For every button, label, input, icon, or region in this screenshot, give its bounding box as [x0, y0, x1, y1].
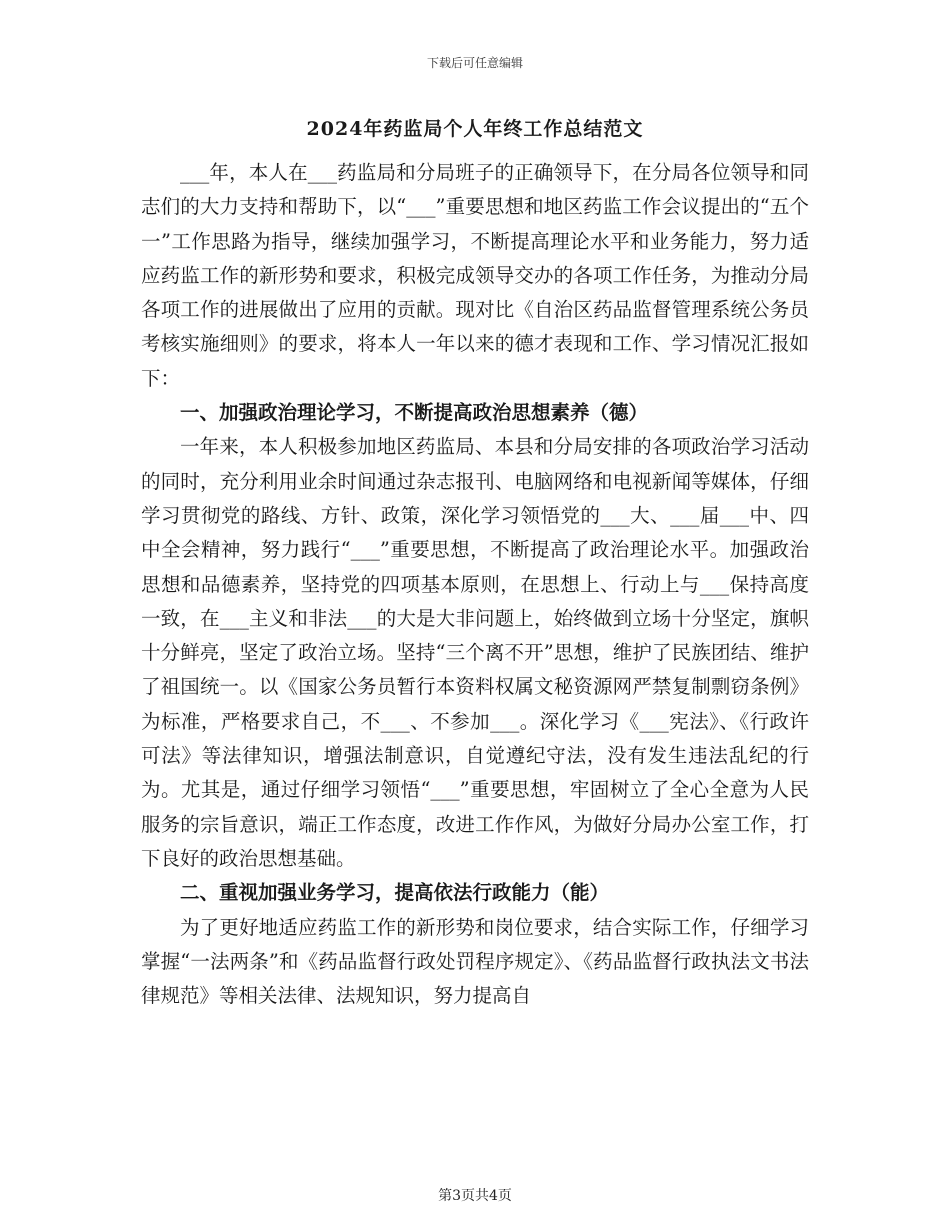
section-heading-1: 一、加强政治理论学习，不断提高政治思想素养（德） [180, 401, 649, 425]
document-title: 2024年药监局个人年终工作总结范文 [306, 118, 644, 140]
page-number: 第3页共4页 [438, 1188, 512, 1204]
paragraph-intro: ___年，本人在___药监局和分局班子的正确领导下，在分局各位领导和同志们的大力支持和帮助下，以“___”重要思想和地区药监工作会议提出的“五个一”工作思路为指导，继续加强学习，不断提高理论水平和业务能力，努力适应药监工作的新形势和要求，积极完成领导交办的各项工作任务，为推动分局各项工作的进展做出了应用的贡献。现对比《自治区药品监督管理系统公务员考核实施细则》的要求，将本人一年以来的德才表现和工作、学习情况汇报如下： [141, 161, 809, 390]
section-heading-2: 二、重视加强业务学习，提高依法行政能力（能） [180, 881, 610, 905]
document-body [141, 156, 809, 1013]
paragraph-section-2: 为了更好地适应药监工作的新形势和岗位要求，结合实际工作，仔细学习掌握“一法两条”和《药品监督行政处罚程序规定》、《药品监督行政执法文书法律规范》等相关法律、法规知识，努力提高自 [141, 915, 809, 1008]
paragraph-section-1: 一年来，本人积极参加地区药监局、本县和分局安排的各项政治学习活动的同时，充分利用业余时间通过杂志报刊、电脑网络和电视新闻等媒体，仔细学习贯彻党的路线、方针、政策，深化学习领悟党的___大、___届___中、四中全会精神，努力践行“___”重要思想，不断提高了政治理论水平。加强政治思想和品德素养，坚持党的四项基本原则，在思想上、行动上与___保持高度一致，在___主义和非法___的大是大非问题上，始终做到立场十分坚定，旗帜十分鲜亮，坚定了政治立场。坚持“三个离不开”思想，维护了民族团结、维护了祖国统一。以《国家公务员暂行本资料权属文秘资源网严禁复制剽窃条例》为标准，严格要求自己，不___、不参加___。深化学习《___宪法》、《行政许可法》等法律知识，增强法制意识，自觉遵纪守法，没有发生违法乱纪的行为。尤其是，通过仔细学习领悟“___”重要思想，牢固树立了全心全意为人民服务的宗旨意识，端正工作态度，改进工作作风，为做好分局办公室工作，打下良好的政治思想基础。 [141, 435, 809, 870]
header-note: 下载后可任意编辑 [426, 56, 523, 70]
